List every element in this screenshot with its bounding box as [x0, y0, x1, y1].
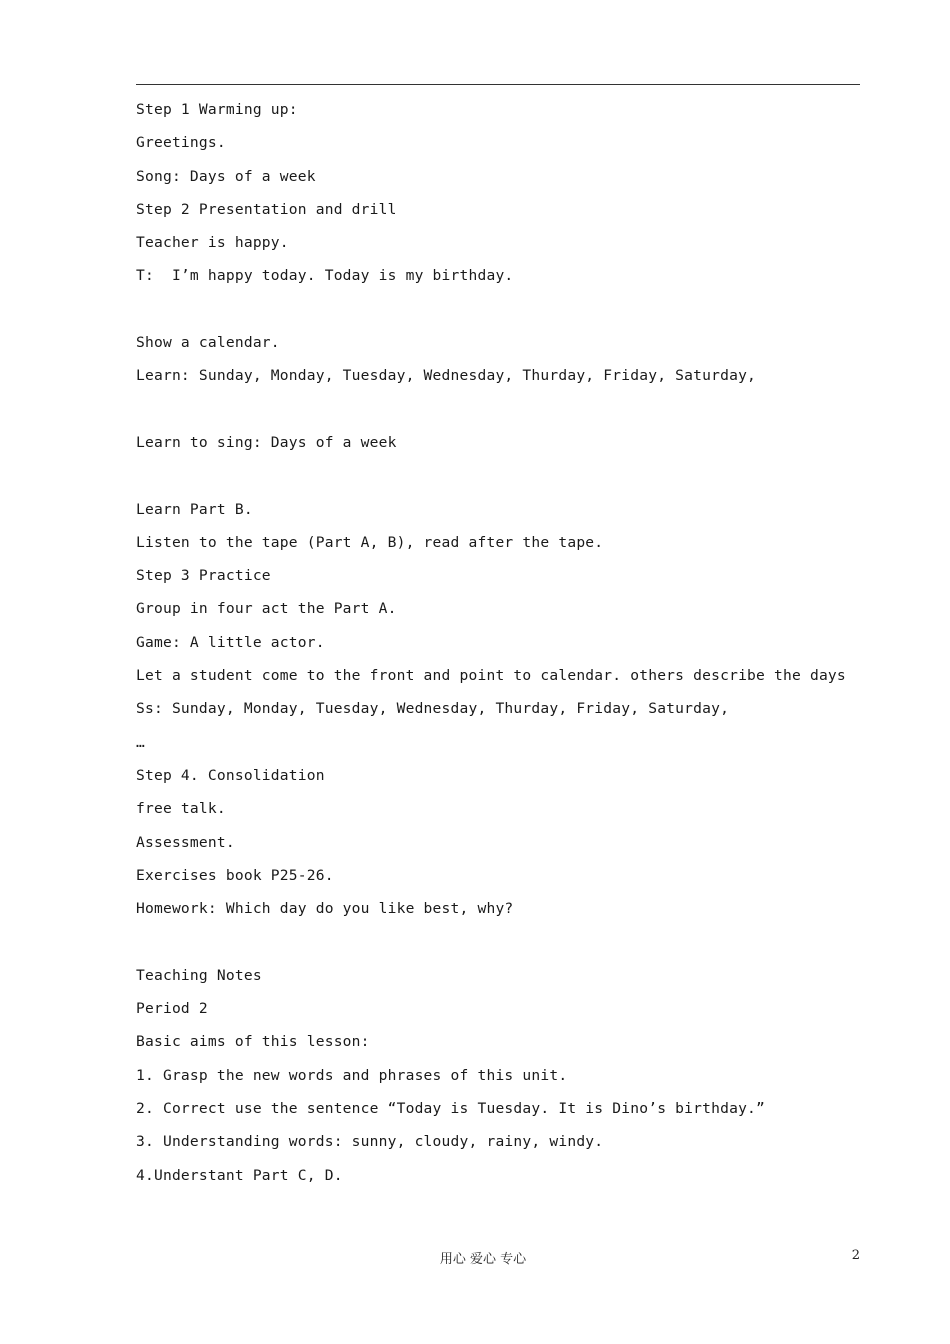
- text-line: Teaching Notes: [136, 966, 262, 984]
- text-line: Step 4. Consolidation: [136, 766, 325, 784]
- text-line: 2. Correct use the sentence “Today is Tuesday. It is Dino’s birthday.”: [136, 1099, 766, 1117]
- text-line: T: I’m happy today. Today is my birthday.: [136, 267, 514, 285]
- text-line: Period 2: [136, 1000, 208, 1018]
- header-rule: [136, 84, 860, 85]
- text-line: Learn: Sunday, Monday, Tuesday, Wednesday, Thurday, Friday, Saturday,: [136, 367, 757, 385]
- text-line: Assessment.: [136, 833, 235, 851]
- text-line: Teacher is happy.: [136, 234, 289, 252]
- text-line: Listen to the tape (Part A, B), read after the tape.: [136, 533, 604, 551]
- page-footer: [0, 1248, 950, 1268]
- text-line: 4.Understant Part C, D.: [136, 1166, 343, 1184]
- blank-line: [136, 400, 860, 433]
- text-line: Group in four act the Part A.: [136, 600, 397, 618]
- text-line: 1. Grasp the new words and phrases of this unit.: [136, 1066, 568, 1084]
- text-line: Greetings.: [136, 134, 226, 152]
- text-line: Game: A little actor.: [136, 633, 325, 651]
- document-body: [136, 100, 860, 1199]
- text-line: Learn to sing: Days of a week: [136, 433, 397, 451]
- blank-line: [136, 932, 860, 965]
- text-line: Step 1 Warming up:: [136, 101, 298, 118]
- blank-line: [136, 300, 860, 333]
- text-line: Let a student come to the front and point to calendar. others describe the days: [136, 667, 846, 685]
- text-line: Homework: Which day do you like best, why?: [136, 900, 514, 918]
- footer-motto: 用心 爱心 专心: [439, 1252, 527, 1267]
- text-line: Song: Days of a week: [136, 167, 316, 185]
- text-line: Ss: Sunday, Monday, Tuesday, Wednesday, Thurday, Friday, Saturday,: [136, 700, 730, 718]
- page-number: 2: [851, 1248, 860, 1263]
- text-line: 3. Understanding words: sunny, cloudy, rainy, windy.: [136, 1133, 604, 1151]
- blank-line: [136, 466, 860, 499]
- text-line: free talk.: [136, 800, 226, 818]
- text-line: Learn Part B.: [136, 500, 253, 518]
- text-line: Exercises book P25-26.: [136, 866, 334, 884]
- text-line: Step 3 Practice: [136, 567, 271, 585]
- text-line: Basic aims of this lesson:: [136, 1033, 370, 1051]
- text-line: …: [136, 733, 145, 751]
- text-line: Step 2 Presentation and drill: [136, 200, 397, 218]
- text-line: Show a calendar.: [136, 334, 280, 352]
